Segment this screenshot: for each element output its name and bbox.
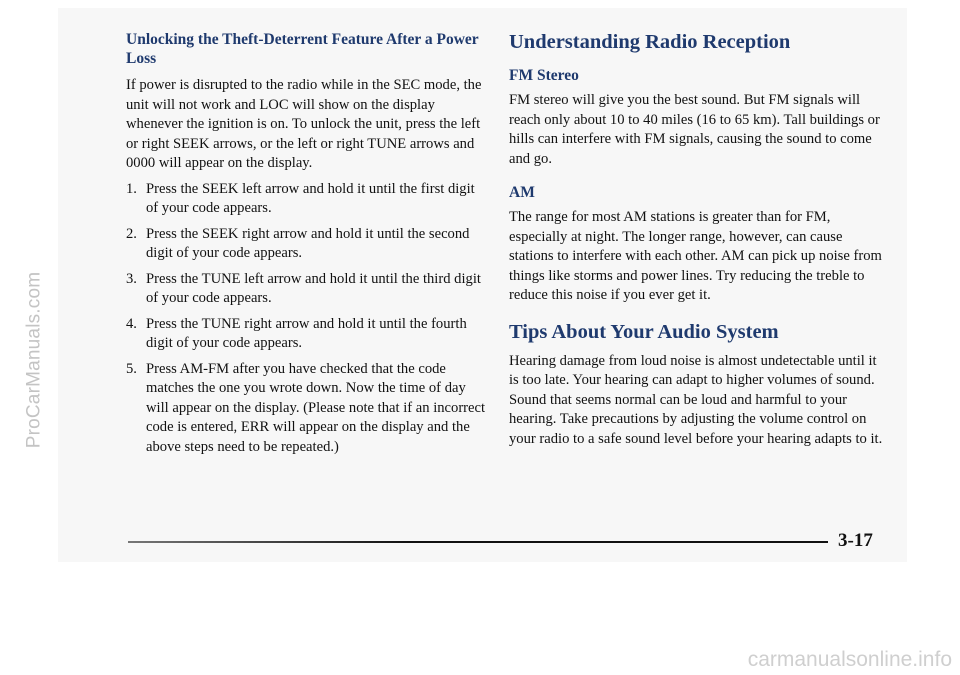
side-watermark-text: ProCarManuals.com — [23, 271, 45, 449]
step-number: 3. — [126, 270, 137, 287]
bottom-watermark: carmanualsonline.info — [747, 648, 952, 671]
step-text: Press AM-FM after you have checked that the code matches the one you wrote down. Now the time of day will appear on the display. (Please note that if an incorrect code is entered, ERR will appear on the display and the above steps need to be repeated.) — [146, 360, 486, 455]
footer-rule — [128, 541, 828, 543]
list-item — [126, 360, 490, 458]
am-heading: AM — [509, 184, 535, 201]
fm-stereo-heading: FM Stereo — [509, 67, 579, 84]
step-number: 1. — [126, 180, 137, 197]
right-column — [509, 30, 889, 449]
step-number: 5. — [126, 360, 137, 377]
unlock-steps-list — [126, 180, 490, 458]
left-column — [126, 30, 490, 463]
step-text: Press the TUNE right arrow and hold it until the fourth digit of your code appears. — [146, 315, 467, 351]
side-watermark — [14, 150, 54, 570]
list-item — [126, 180, 490, 219]
audio-tips-heading: Tips About Your Audio System — [509, 320, 779, 343]
list-item — [126, 225, 490, 264]
step-text: Press the SEEK left arrow and hold it until the first digit of your code appears. — [146, 180, 475, 216]
theft-deterrent-heading: Unlocking the Theft-Deterrent Feature After a Power Loss — [126, 31, 479, 67]
page-number: 3-17 — [838, 530, 873, 551]
list-item — [126, 315, 490, 354]
theft-deterrent-paragraph: If power is disrupted to the radio while in the SEC mode, the unit will not work and LOC will show on the display whenever the ignition is on. To unlock the unit, press the left or right SEEK arrows, or the left or right TUNE arrows and 0000 will appear on the display. — [126, 77, 482, 171]
am-paragraph: The range for most AM stations is greater than for FM, especially at night. The longer range, however, can cause stations to interfere with each other. AM can pick up noise from things like storms and power lines. Try reducing the treble to reduce this noise if you ever get it. — [509, 209, 882, 303]
step-number: 4. — [126, 315, 137, 332]
step-text: Press the SEEK right arrow and hold it until the second digit of your code appears. — [146, 225, 470, 261]
fm-stereo-paragraph: FM stereo will give you the best sound. But FM signals will reach only about 10 to 40 miles (16 to 65 km). Tall buildings or hills can interfere with FM signals, causing the sound to come and go. — [509, 92, 880, 167]
list-item — [126, 270, 490, 309]
radio-reception-heading: Understanding Radio Reception — [509, 31, 791, 53]
audio-tips-paragraph: Hearing damage from loud noise is almost undetectable until it is too late. Your hearing can adapt to higher volumes of sound. Sound that seems normal can be loud and harmful to your hearing. Take precautions by adjusting the volume control on your radio to a safe sound level before your hearing adapts to it. — [509, 352, 883, 447]
step-number: 2. — [126, 225, 137, 242]
step-text: Press the TUNE left arrow and hold it until the third digit of your code appears. — [146, 270, 481, 306]
